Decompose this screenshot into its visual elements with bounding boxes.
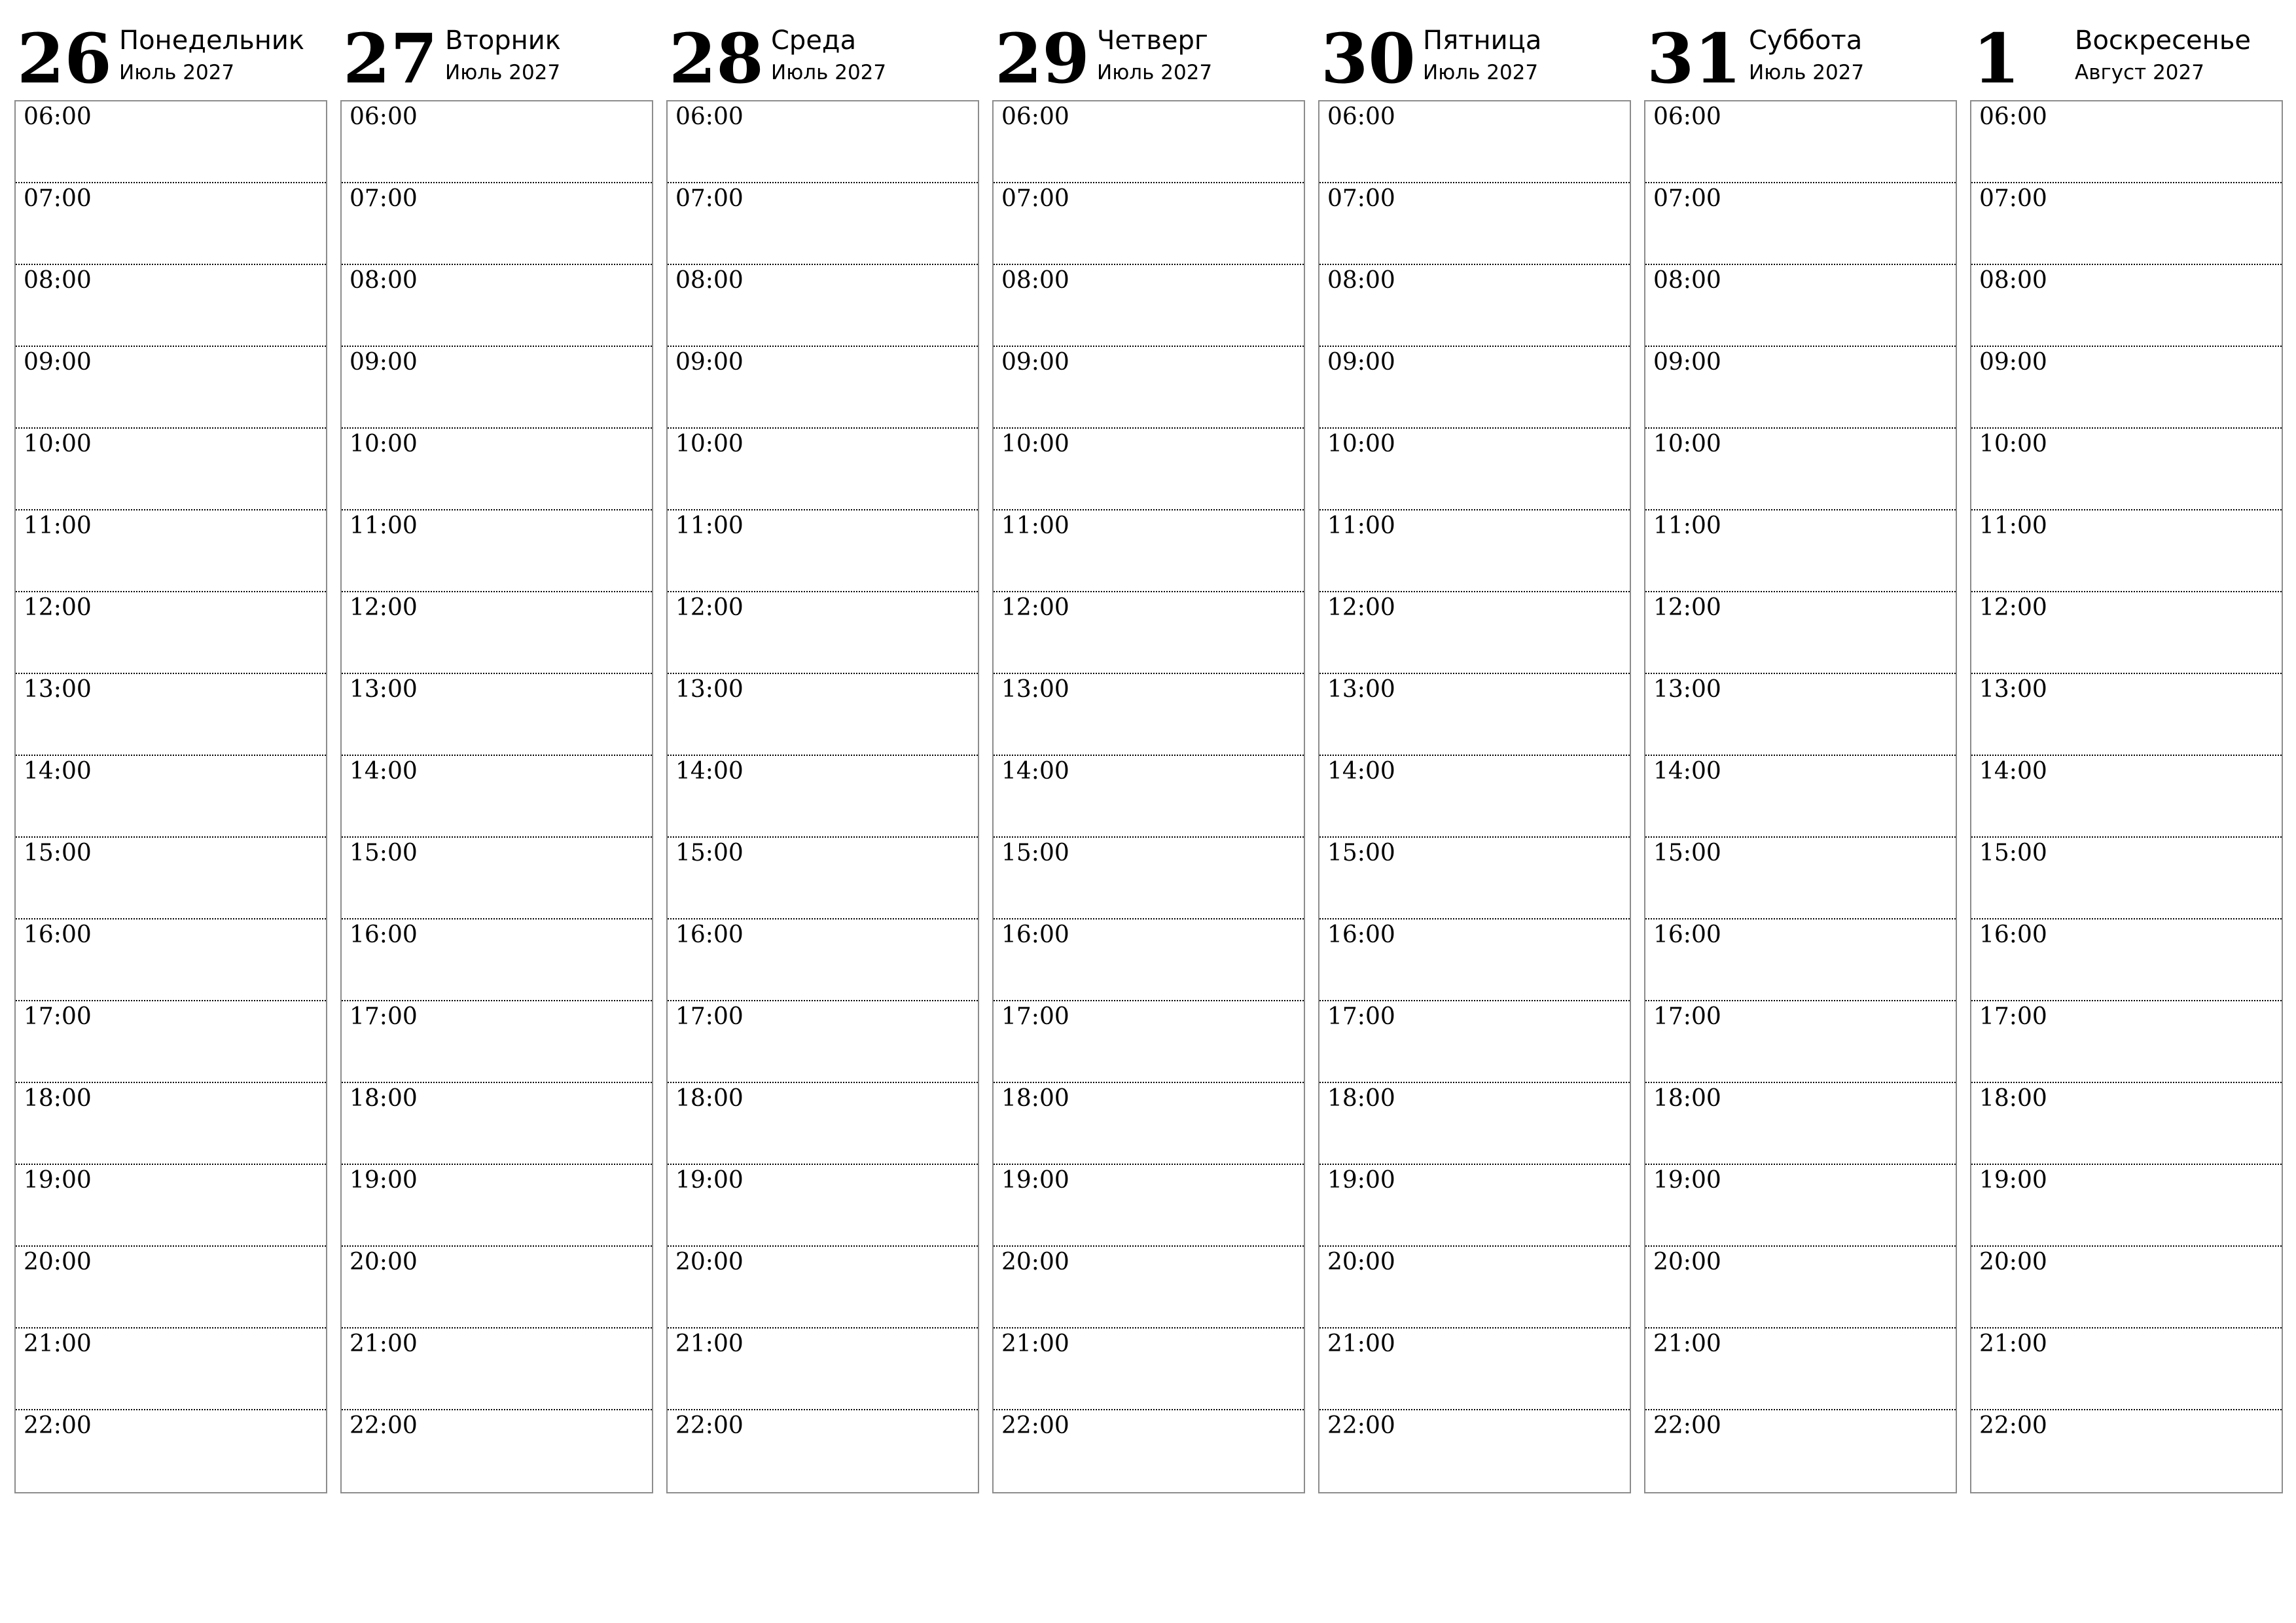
- time-label: 15:00: [675, 840, 744, 866]
- month-year: Июль 2027: [1749, 61, 1865, 84]
- day-schedule: [1644, 100, 1957, 1493]
- time-label: 21:00: [350, 1330, 418, 1357]
- time-slot[interactable]: [1319, 1329, 1630, 1410]
- time-label: 15:00: [1979, 840, 2047, 866]
- time-slot[interactable]: [1971, 1083, 2282, 1165]
- time-slot[interactable]: [668, 1247, 978, 1329]
- time-label: 19:00: [350, 1167, 418, 1194]
- time-label: 19:00: [24, 1167, 92, 1194]
- time-slot[interactable]: [1645, 1165, 1956, 1247]
- time-label: 15:00: [1327, 840, 1395, 866]
- time-label: 19:00: [1327, 1167, 1395, 1194]
- time-label: 22:00: [1001, 1412, 1069, 1439]
- time-label: 07:00: [350, 185, 418, 212]
- time-slot[interactable]: [342, 756, 652, 838]
- time-slot[interactable]: [668, 1083, 978, 1165]
- day-header: [666, 14, 979, 99]
- time-slot[interactable]: [16, 592, 326, 674]
- time-slot[interactable]: [1645, 756, 1956, 838]
- time-label: 13:00: [1001, 676, 1069, 703]
- day-header: [14, 14, 327, 99]
- time-slot[interactable]: [1319, 265, 1630, 347]
- time-label: 22:00: [350, 1412, 418, 1439]
- time-slot[interactable]: [1319, 838, 1630, 919]
- time-label: 10:00: [1001, 431, 1069, 457]
- time-slot[interactable]: [1645, 183, 1956, 265]
- time-label: 06:00: [1653, 103, 1721, 130]
- time-slot[interactable]: [1319, 592, 1630, 674]
- time-label: 09:00: [1327, 349, 1395, 376]
- time-label: 12:00: [24, 594, 92, 621]
- time-slot[interactable]: [16, 1165, 326, 1247]
- time-slot[interactable]: [1971, 674, 2282, 756]
- month-year: Август 2027: [2075, 61, 2204, 84]
- time-label: 09:00: [675, 349, 744, 376]
- time-slot[interactable]: [994, 756, 1304, 838]
- time-label: 17:00: [1979, 1003, 2047, 1030]
- time-slot[interactable]: [16, 347, 326, 429]
- time-slot[interactable]: [994, 919, 1304, 1001]
- time-label: 16:00: [1979, 921, 2047, 948]
- time-label: 06:00: [24, 103, 92, 130]
- day-schedule: [14, 100, 327, 1493]
- time-slot[interactable]: [994, 1410, 1304, 1492]
- time-slot[interactable]: [1645, 265, 1956, 347]
- time-label: 19:00: [1653, 1167, 1721, 1194]
- weekday-name: Суббота: [1749, 26, 1863, 56]
- time-label: 16:00: [24, 921, 92, 948]
- time-label: 15:00: [350, 840, 418, 866]
- time-label: 19:00: [675, 1167, 744, 1194]
- time-label: 21:00: [1979, 1330, 2047, 1357]
- time-slot[interactable]: [342, 1410, 652, 1492]
- time-slot[interactable]: [1319, 347, 1630, 429]
- time-label: 11:00: [1001, 512, 1069, 539]
- time-slot[interactable]: [1319, 1410, 1630, 1492]
- day-column: [1318, 14, 1631, 1499]
- time-label: 10:00: [675, 431, 744, 457]
- time-slot[interactable]: [994, 510, 1304, 592]
- day-number: 31: [1647, 18, 1742, 99]
- time-slot[interactable]: [16, 265, 326, 347]
- time-slot[interactable]: [1971, 429, 2282, 510]
- time-slot[interactable]: [1971, 265, 2282, 347]
- time-slot[interactable]: [342, 347, 652, 429]
- time-label: 08:00: [675, 267, 744, 294]
- time-label: 09:00: [1979, 349, 2047, 376]
- time-label: 11:00: [1653, 512, 1721, 539]
- time-label: 18:00: [24, 1085, 92, 1112]
- time-label: 09:00: [24, 349, 92, 376]
- time-label: 16:00: [350, 921, 418, 948]
- time-slot[interactable]: [1645, 347, 1956, 429]
- day-column: [1644, 14, 1957, 1499]
- time-label: 20:00: [1653, 1249, 1721, 1275]
- time-label: 08:00: [1001, 267, 1069, 294]
- time-label: 08:00: [1979, 267, 2047, 294]
- time-slot[interactable]: [994, 1247, 1304, 1329]
- time-label: 17:00: [1653, 1003, 1721, 1030]
- weekday-name: Понедельник: [119, 26, 305, 56]
- time-label: 08:00: [1653, 267, 1721, 294]
- time-label: 12:00: [1653, 594, 1721, 621]
- time-label: 16:00: [675, 921, 744, 948]
- day-header: [340, 14, 653, 99]
- weekday-name: Пятница: [1423, 26, 1542, 56]
- time-label: 13:00: [350, 676, 418, 703]
- time-label: 10:00: [1979, 431, 2047, 457]
- time-slot[interactable]: [16, 1083, 326, 1165]
- time-label: 13:00: [675, 676, 744, 703]
- time-slot[interactable]: [668, 347, 978, 429]
- time-label: 06:00: [350, 103, 418, 130]
- time-slot[interactable]: [1971, 592, 2282, 674]
- time-slot[interactable]: [994, 101, 1304, 183]
- time-slot[interactable]: [16, 674, 326, 756]
- time-slot[interactable]: [668, 592, 978, 674]
- time-slot[interactable]: [342, 1165, 652, 1247]
- time-label: 17:00: [1001, 1003, 1069, 1030]
- time-slot[interactable]: [668, 183, 978, 265]
- time-label: 14:00: [675, 758, 744, 785]
- time-label: 13:00: [1653, 676, 1721, 703]
- time-label: 22:00: [1327, 1412, 1395, 1439]
- time-label: 06:00: [1979, 103, 2047, 130]
- month-year: Июль 2027: [119, 61, 235, 84]
- time-slot[interactable]: [1319, 1165, 1630, 1247]
- day-number: 27: [343, 18, 438, 99]
- time-label: 19:00: [1001, 1167, 1069, 1194]
- time-slot[interactable]: [1319, 756, 1630, 838]
- time-slot[interactable]: [994, 429, 1304, 510]
- time-slot[interactable]: [994, 183, 1304, 265]
- time-label: 06:00: [1327, 103, 1395, 130]
- day-schedule: [1970, 100, 2283, 1493]
- time-label: 17:00: [24, 1003, 92, 1030]
- time-label: 09:00: [1001, 349, 1069, 376]
- day-column: [992, 14, 1305, 1499]
- time-slot[interactable]: [994, 1329, 1304, 1410]
- time-label: 20:00: [350, 1249, 418, 1275]
- time-slot[interactable]: [342, 1247, 652, 1329]
- time-label: 12:00: [675, 594, 744, 621]
- day-column: [14, 14, 327, 1499]
- weekday-name: Четверг: [1097, 26, 1208, 56]
- time-label: 07:00: [1653, 185, 1721, 212]
- day-column: [340, 14, 653, 1499]
- day-number: 26: [17, 18, 112, 99]
- time-slot[interactable]: [1645, 429, 1956, 510]
- weekly-planner: [14, 14, 2283, 1499]
- time-slot[interactable]: [668, 1410, 978, 1492]
- time-slot[interactable]: [1645, 1329, 1956, 1410]
- time-slot[interactable]: [16, 838, 326, 919]
- time-slot[interactable]: [994, 674, 1304, 756]
- day-schedule: [340, 100, 653, 1493]
- time-slot[interactable]: [1971, 183, 2282, 265]
- time-slot[interactable]: [16, 1329, 326, 1410]
- time-slot[interactable]: [1319, 1083, 1630, 1165]
- time-slot[interactable]: [16, 1247, 326, 1329]
- time-slot[interactable]: [1971, 1410, 2282, 1492]
- time-slot[interactable]: [668, 265, 978, 347]
- time-label: 12:00: [350, 594, 418, 621]
- time-slot[interactable]: [1645, 674, 1956, 756]
- day-schedule: [992, 100, 1305, 1493]
- month-year: Июль 2027: [1423, 61, 1539, 84]
- time-slot[interactable]: [1645, 919, 1956, 1001]
- time-slot[interactable]: [1971, 101, 2282, 183]
- time-slot[interactable]: [1971, 510, 2282, 592]
- time-slot[interactable]: [1319, 1247, 1630, 1329]
- time-label: 08:00: [24, 267, 92, 294]
- time-label: 13:00: [24, 676, 92, 703]
- time-slot[interactable]: [1319, 101, 1630, 183]
- time-label: 11:00: [675, 512, 744, 539]
- time-slot[interactable]: [1645, 592, 1956, 674]
- time-label: 07:00: [1327, 185, 1395, 212]
- time-slot[interactable]: [1319, 1001, 1630, 1083]
- time-label: 07:00: [24, 185, 92, 212]
- time-label: 21:00: [1327, 1330, 1395, 1357]
- time-slot[interactable]: [668, 429, 978, 510]
- time-label: 18:00: [675, 1085, 744, 1112]
- time-label: 16:00: [1653, 921, 1721, 948]
- time-slot[interactable]: [1971, 347, 2282, 429]
- day-column: [666, 14, 979, 1499]
- time-slot[interactable]: [994, 1001, 1304, 1083]
- time-slot[interactable]: [1645, 101, 1956, 183]
- time-label: 18:00: [1001, 1085, 1069, 1112]
- time-slot[interactable]: [1645, 1410, 1956, 1492]
- time-label: 11:00: [1327, 512, 1395, 539]
- time-label: 06:00: [1001, 103, 1069, 130]
- time-slot[interactable]: [668, 919, 978, 1001]
- time-slot[interactable]: [16, 510, 326, 592]
- time-slot[interactable]: [994, 1165, 1304, 1247]
- time-slot[interactable]: [994, 1083, 1304, 1165]
- time-label: 22:00: [1653, 1412, 1721, 1439]
- time-label: 09:00: [1653, 349, 1721, 376]
- time-slot[interactable]: [342, 1001, 652, 1083]
- time-label: 11:00: [350, 512, 418, 539]
- time-label: 21:00: [1653, 1330, 1721, 1357]
- weekday-name: Воскресенье: [2075, 26, 2251, 56]
- time-slot[interactable]: [342, 1329, 652, 1410]
- time-slot[interactable]: [1319, 183, 1630, 265]
- time-label: 22:00: [24, 1412, 92, 1439]
- time-slot[interactable]: [1971, 1001, 2282, 1083]
- time-slot[interactable]: [668, 1329, 978, 1410]
- time-label: 17:00: [675, 1003, 744, 1030]
- time-label: 09:00: [350, 349, 418, 376]
- time-label: 07:00: [1001, 185, 1069, 212]
- time-label: 18:00: [1327, 1085, 1395, 1112]
- time-label: 10:00: [24, 431, 92, 457]
- time-label: 15:00: [1653, 840, 1721, 866]
- time-slot[interactable]: [1319, 674, 1630, 756]
- time-label: 13:00: [1327, 676, 1395, 703]
- time-slot[interactable]: [16, 756, 326, 838]
- time-label: 14:00: [1327, 758, 1395, 785]
- day-header: [1644, 14, 1957, 99]
- time-label: 18:00: [350, 1085, 418, 1112]
- time-slot[interactable]: [668, 756, 978, 838]
- time-slot[interactable]: [668, 1001, 978, 1083]
- time-label: 16:00: [1001, 921, 1069, 948]
- time-label: 10:00: [1327, 431, 1395, 457]
- time-slot[interactable]: [1645, 1083, 1956, 1165]
- time-label: 07:00: [675, 185, 744, 212]
- day-schedule: [666, 100, 979, 1493]
- time-slot[interactable]: [668, 674, 978, 756]
- time-slot[interactable]: [1971, 1329, 2282, 1410]
- month-year: Июль 2027: [771, 61, 887, 84]
- time-slot[interactable]: [342, 265, 652, 347]
- time-slot[interactable]: [1645, 510, 1956, 592]
- weekday-name: Среда: [771, 26, 857, 56]
- time-label: 14:00: [1001, 758, 1069, 785]
- time-slot[interactable]: [342, 919, 652, 1001]
- time-label: 20:00: [675, 1249, 744, 1275]
- time-label: 21:00: [24, 1330, 92, 1357]
- time-label: 08:00: [350, 267, 418, 294]
- time-label: 21:00: [1001, 1330, 1069, 1357]
- time-label: 20:00: [1327, 1249, 1395, 1275]
- time-slot[interactable]: [994, 838, 1304, 919]
- weekday-name: Вторник: [445, 26, 561, 56]
- time-label: 20:00: [24, 1249, 92, 1275]
- time-label: 06:00: [675, 103, 744, 130]
- time-slot[interactable]: [1645, 1247, 1956, 1329]
- time-label: 19:00: [1979, 1167, 2047, 1194]
- time-slot[interactable]: [1319, 510, 1630, 592]
- time-label: 14:00: [350, 758, 418, 785]
- time-slot[interactable]: [16, 183, 326, 265]
- time-label: 10:00: [350, 431, 418, 457]
- time-slot[interactable]: [994, 592, 1304, 674]
- time-slot[interactable]: [668, 838, 978, 919]
- day-number: 1: [1973, 18, 2020, 99]
- time-slot[interactable]: [1645, 838, 1956, 919]
- time-label: 08:00: [1327, 267, 1395, 294]
- time-label: 22:00: [675, 1412, 744, 1439]
- time-label: 20:00: [1001, 1249, 1069, 1275]
- time-label: 14:00: [24, 758, 92, 785]
- time-slot[interactable]: [342, 1083, 652, 1165]
- time-slot[interactable]: [342, 183, 652, 265]
- month-year: Июль 2027: [1097, 61, 1213, 84]
- time-slot[interactable]: [1971, 1247, 2282, 1329]
- time-slot[interactable]: [1971, 838, 2282, 919]
- time-label: 15:00: [1001, 840, 1069, 866]
- time-slot[interactable]: [342, 429, 652, 510]
- day-number: 28: [669, 18, 764, 99]
- time-slot[interactable]: [1645, 1001, 1956, 1083]
- time-slot[interactable]: [994, 265, 1304, 347]
- time-slot[interactable]: [1971, 919, 2282, 1001]
- time-slot[interactable]: [1319, 429, 1630, 510]
- time-label: 14:00: [1653, 758, 1721, 785]
- time-label: 10:00: [1653, 431, 1721, 457]
- time-label: 22:00: [1979, 1412, 2047, 1439]
- time-slot[interactable]: [668, 1165, 978, 1247]
- time-slot[interactable]: [342, 510, 652, 592]
- time-label: 12:00: [1001, 594, 1069, 621]
- time-label: 07:00: [1979, 185, 2047, 212]
- time-slot[interactable]: [994, 347, 1304, 429]
- day-schedule: [1318, 100, 1631, 1493]
- time-slot[interactable]: [342, 838, 652, 919]
- time-label: 18:00: [1979, 1085, 2047, 1112]
- day-header: [992, 14, 1305, 99]
- time-slot[interactable]: [16, 101, 326, 183]
- time-slot[interactable]: [668, 510, 978, 592]
- day-column: [1970, 14, 2283, 1499]
- time-slot[interactable]: [1971, 1165, 2282, 1247]
- time-slot[interactable]: [342, 101, 652, 183]
- time-slot[interactable]: [16, 1410, 326, 1492]
- time-slot[interactable]: [16, 429, 326, 510]
- month-year: Июль 2027: [445, 61, 561, 84]
- time-label: 21:00: [675, 1330, 744, 1357]
- time-slot[interactable]: [16, 919, 326, 1001]
- time-slot[interactable]: [342, 592, 652, 674]
- time-label: 20:00: [1979, 1249, 2047, 1275]
- time-label: 12:00: [1979, 594, 2047, 621]
- time-label: 11:00: [24, 512, 92, 539]
- day-number: 29: [995, 18, 1090, 99]
- time-label: 12:00: [1327, 594, 1395, 621]
- time-slot[interactable]: [16, 1001, 326, 1083]
- time-slot[interactable]: [1971, 756, 2282, 838]
- day-header: [1318, 14, 1631, 99]
- time-label: 17:00: [350, 1003, 418, 1030]
- time-slot[interactable]: [1319, 919, 1630, 1001]
- time-label: 14:00: [1979, 758, 2047, 785]
- time-label: 18:00: [1653, 1085, 1721, 1112]
- time-label: 15:00: [24, 840, 92, 866]
- day-number: 30: [1321, 18, 1416, 99]
- time-label: 11:00: [1979, 512, 2047, 539]
- time-label: 16:00: [1327, 921, 1395, 948]
- time-label: 17:00: [1327, 1003, 1395, 1030]
- time-slot[interactable]: [668, 101, 978, 183]
- time-label: 13:00: [1979, 676, 2047, 703]
- day-header: [1970, 14, 2283, 99]
- time-slot[interactable]: [342, 674, 652, 756]
